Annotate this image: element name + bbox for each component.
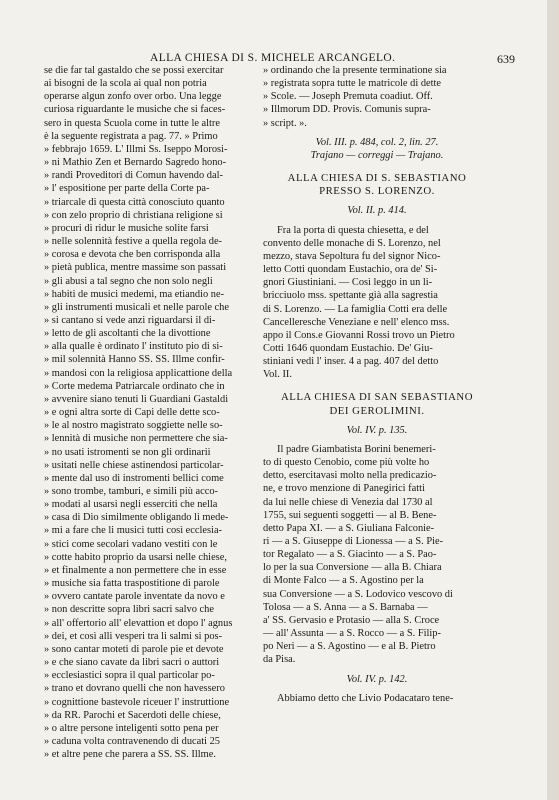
text-line: di Monte Falco — a S. Agostino per la	[263, 575, 424, 587]
text-line: » procuri di ridur le musiche solite farsi	[44, 222, 209, 234]
text-line: Cancelleresche Veneziane e nell' elenco mss.	[263, 316, 450, 328]
text-line: da lui nelle chiese di Venezia dal 1730 al	[263, 496, 433, 508]
volume-reference: Vol. II. p. 414.	[347, 205, 407, 217]
text-line: » lennità di musiche non permettere che sia-	[44, 433, 228, 445]
text-line: » sono cantar moteti di parole pie et devote	[44, 643, 224, 655]
text-line: » l' espositione per parte della Corte pa-	[44, 183, 210, 195]
text-line: ne, e trovo menzione di Panegirici fatti	[263, 483, 425, 495]
text-line: detto Papa XI. — a S. Giuliana Falconie-	[263, 522, 435, 534]
paragraph	[263, 224, 491, 382]
text-line: » si cantano si vede anzi riguardarsi il di-	[44, 314, 216, 326]
text-line: » randi Proveditori di Comun havendo dal-	[44, 170, 223, 182]
text-line: » musiche sia fatta traspostitione di parole	[44, 578, 220, 590]
quote-continuation	[263, 64, 491, 130]
paragraph	[263, 443, 491, 667]
text-line: » usitati nelle chiese astinendosi particolar-	[44, 459, 224, 471]
text-line: » et altre pene che parera a SS. SS. Illme.	[44, 749, 216, 761]
text-line: se die far tal gastaldo che se possi exercitar	[44, 65, 224, 76]
text-line: » e ogni altra sorte di Capi delle dette sco-	[44, 407, 220, 419]
text-line: » caduna volta contravenendo di ducati 25	[44, 735, 221, 747]
right-column	[263, 64, 491, 705]
text-line: ai bisogni de la scola ai qual non potria	[44, 78, 207, 90]
paragraph-line: Abbiamo detto che Livio Podacataro tene-	[277, 692, 454, 704]
text-line: » registrata sopra tutte le matricole di dette	[263, 78, 442, 90]
text-line: letto Cotti quondam Eustachio, ora de' Si-	[263, 264, 438, 276]
text-line: » Corte medema Patriarcale ordinato che in	[44, 380, 225, 392]
text-line: » dei, et così alli vesperi tra li salmi si pos-	[44, 630, 223, 642]
text-line: » mente dal uso di instromenti bellici come	[44, 472, 224, 484]
text-line: » et finalmente a non permettere che in esse	[44, 564, 227, 576]
text-line: » nelle solennità festive a quella regola de-	[44, 236, 223, 248]
text-line: stiniani vedi l' inser. 4 a pag. 407 del detto	[263, 356, 439, 368]
text-line: » no usati istromenti se non gli ordinarii	[44, 446, 211, 458]
text-line: curiosa riguardante le musiche che si faces-	[44, 104, 226, 116]
text-line: » Illmorum DD. Provis. Comunis supra-	[263, 104, 431, 116]
correction-note: Trajano — correggi — Trajano.	[310, 149, 444, 161]
text-line: Vol. II.	[263, 369, 292, 381]
text-line: lo per la sua Conversione — alla B. Chiara	[263, 562, 442, 574]
text-line: » gli abusi a tal segno che non solo negli	[44, 275, 213, 287]
text-line: » mandosi con la religiosa applicattione della	[44, 367, 233, 379]
text-line: Tolosa — a S. Anna — a S. Barnaba —	[263, 601, 428, 613]
text-line: » corosa e devota che ben corrisponda alla	[44, 249, 221, 261]
text-line: » cotte habito proprio da usarsi nelle chiese,	[44, 551, 227, 563]
text-line: gnori Giustiniani. — Così leggo in un li-	[263, 277, 433, 289]
text-line: » stici come secolari vadano vestiti con le	[44, 538, 218, 550]
text-line: po Neri — a S. Agostino — e al B. Pietro	[263, 641, 436, 653]
section-heading	[263, 391, 491, 417]
volume-reference: Vol. IV. p. 135.	[346, 424, 408, 436]
volume-reference: Vol. III. p. 484, col. 2, lin. 27.	[315, 136, 439, 148]
text-line: convento delle monache di S. Lorenzo, nel	[263, 237, 441, 249]
text-line: detto, esercitavasi molto nella predicazio-	[263, 470, 437, 482]
text-line: » script. ».	[263, 117, 307, 129]
text-line: » ecclesiastici sopra il qual particolar po-	[44, 670, 215, 682]
text-line: » all' offertorio all' elevattion et dopo l' agnus	[44, 617, 233, 629]
text-line: » letto de gli ascoltanti che la divottione	[44, 328, 211, 340]
text-line: ALLA CHIESA DI SAN SEBASTIANO	[280, 391, 474, 404]
text-line: da Pisa.	[263, 654, 296, 666]
volume-reference: Vol. IV. p. 142.	[346, 673, 408, 685]
text-line: PRESSO S. LORENZO.	[319, 185, 435, 198]
text-line: operarse algun zonfo over orbo. Una legge	[44, 91, 222, 103]
text-line: » casa di Dio similmente obligando li mede-	[44, 512, 229, 524]
text-line: » ovvero cantate parole inventate da novo e	[44, 591, 225, 603]
text-line: » sono trombe, tamburi, e simili più acco-	[44, 486, 219, 497]
text-line: » avvenire siano tenuti li Guardiani Gastaldi	[44, 393, 229, 405]
text-line: tor Regalato — a S. Giacinto — a S. Pao-	[263, 549, 437, 561]
text-line: » ordinando che la presente terminatione sia	[263, 65, 447, 76]
text-line: Cotti 1646 quondam Eustachio. De' Giu-	[263, 342, 433, 354]
text-line: » o altre persone inteligenti sotto pena per	[44, 722, 219, 734]
text-line: a' SS. Gervasio e Protasio — alla S. Croce	[263, 614, 440, 626]
page-number: 639	[497, 52, 515, 66]
text-line: sua Conversione — a S. Lodovico vescovo di	[263, 588, 453, 600]
text-line: 1755, sui seguenti soggetti — al B. Bene-	[263, 509, 437, 521]
text-line: » mil solennità Hanno SS. SS. Illme confir-	[44, 354, 225, 366]
text-line: Il padre Giambatista Borini benemeri-	[277, 443, 436, 455]
text-line: » modati al usarsi negli esserciti che nella	[44, 499, 218, 511]
text-line: » pietà publica, mentre massime son passati	[44, 262, 227, 274]
section-heading	[263, 172, 491, 198]
text-line: DEI GEROLIMINI.	[329, 404, 425, 417]
text-line: » con zelo proprio di christiana religione si	[44, 209, 223, 221]
text-line: appo il Cons.e Giovanni Rossi trovo un Pietro	[263, 329, 455, 341]
text-line: ALLA CHIESA DI S. SEBASTIANO	[287, 172, 467, 185]
text-line: Fra la porta di questa chiesetta, e del	[277, 224, 429, 236]
text-line: ri — a S. Giuseppe di Lionessa — a S. Pie-	[263, 536, 444, 547]
text-line: di S. Lorenzo. — La famiglia Cotti era delle	[263, 303, 448, 315]
text-line: mezzo, stava Sepoltura fu del signor Nico-	[263, 250, 441, 262]
text-line: » ni Mathio Zen et Bernardo Sagredo hono-	[44, 157, 227, 169]
text-line: » alla qualle è ordinato l' instituto pio di si-	[44, 341, 223, 353]
text-line: sero in questa Scuola come in tutte le altre	[44, 117, 221, 129]
text-line: to di questo Cenobio, come più volte ho	[263, 457, 430, 469]
text-line: » non descritte sopra libri sacri salvo che	[44, 604, 214, 616]
text-line: » le al nostro magistrato soggiette nelle so-	[44, 420, 223, 432]
text-line: è la seguente registrata a pag. 77. » Primo	[44, 130, 218, 142]
text-line: » cognittione bastevole riceuer l' instruttione	[44, 696, 230, 708]
text-line: » triarcale di questa città conosciuto quanto	[44, 196, 225, 208]
running-header: ALLA CHIESA DI S. MICHELE ARCANGELO.	[150, 52, 396, 64]
text-line: » da RR. Parochi et Sacerdoti delle chiese,	[44, 709, 221, 721]
text-line: » habiti de musici medemi, ma etiandio ne-	[44, 288, 225, 300]
page-edge	[547, 0, 559, 800]
text-line: » e che siano cavate da libri sacri o auttori	[44, 657, 220, 669]
text-line: » gli instrumenti musicali et nelle parole che	[44, 301, 229, 313]
text-line: » trano et dovrano quelli che non havessero	[44, 683, 225, 695]
text-line: » mi a fare che li musici tutti così ecclesia-	[44, 525, 223, 537]
text-line: » Scole. — Joseph Premuta coadiut. Off.	[263, 91, 433, 103]
text-line: bricciuolo mss. spettante già alla sagrestia	[263, 290, 438, 302]
left-column	[44, 64, 260, 761]
text-line: » febbrajo 1659. L' Illmi Ss. Iseppo Morosi-	[44, 143, 228, 155]
text-line: — all' Assunta — a S. Rocco — a S. Filip-	[263, 628, 441, 640]
